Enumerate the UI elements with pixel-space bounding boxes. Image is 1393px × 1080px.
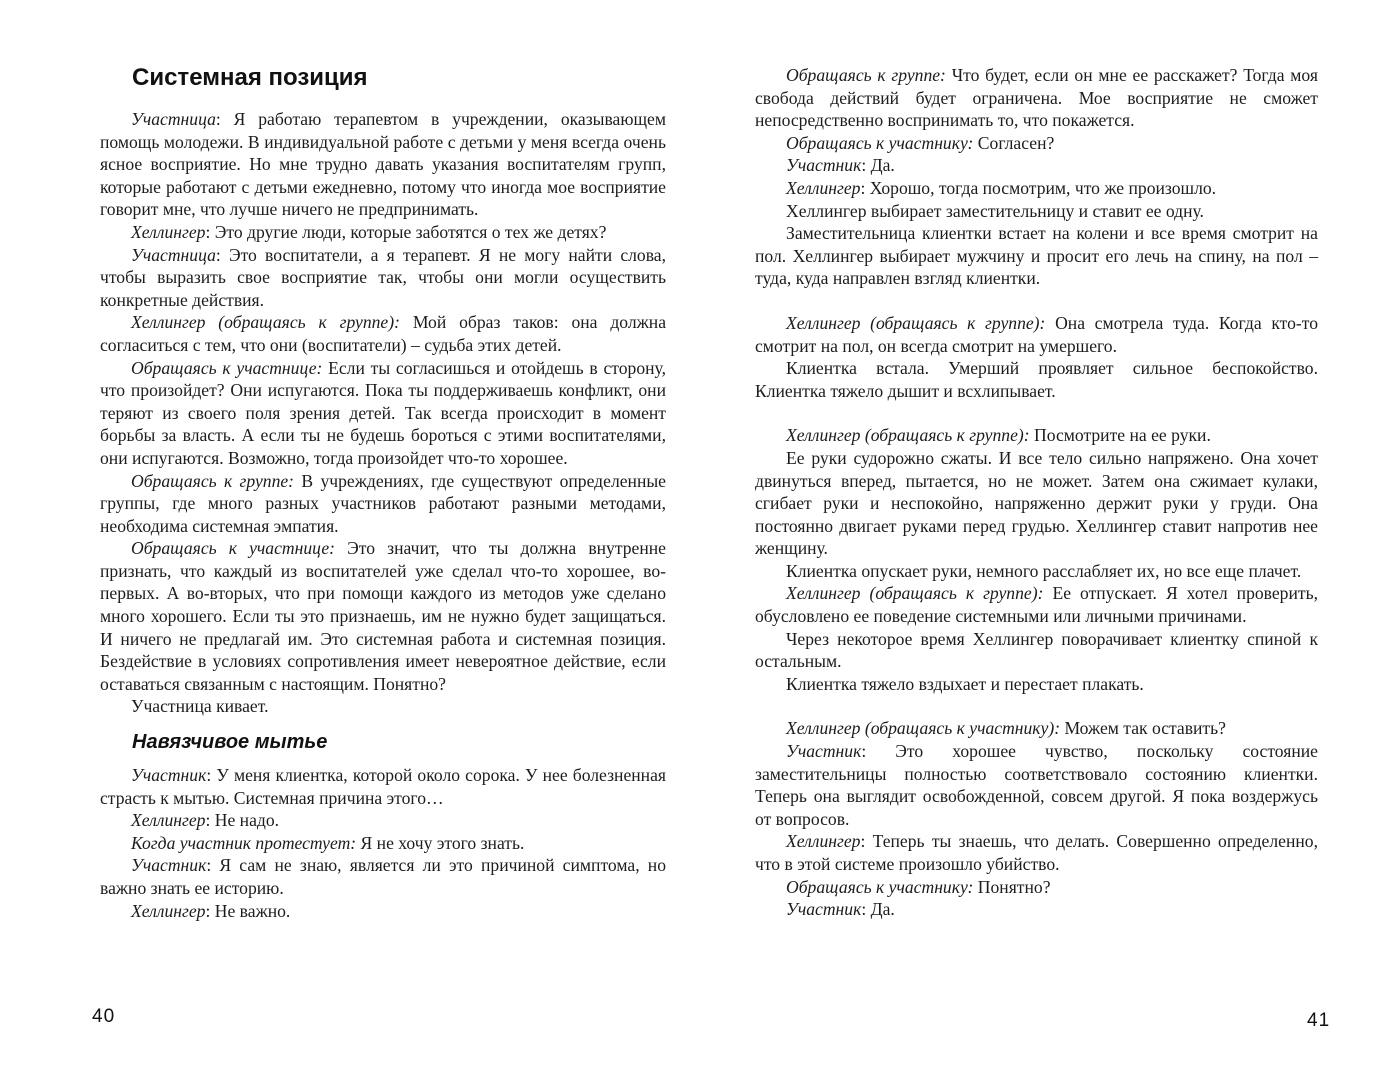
- paragraph: [755, 876, 1318, 899]
- paragraph: Участник: Я сам не знаю, является ли это причиной симптома, но важно знать ее историю.: [100, 855, 666, 898]
- paragraph: Участник: Да.: [786, 899, 895, 920]
- paragraph-text: В учреждениях, где существуют определенные группы, где много разных участников работают разными методами, необходима системная эмпатия.: [100, 470, 666, 536]
- speaker-label: Обращаясь к участнику:: [786, 132, 974, 153]
- speaker-label: Обращаясь к участнице:: [131, 357, 323, 378]
- paragraph-text: Она смотрела туда. Когда кто-то смотрит на пол, он всегда смотрит на умершего.: [755, 312, 1318, 356]
- speaker-label: Обращаясь к группе:: [786, 65, 946, 85]
- paragraph: [100, 357, 666, 470]
- left-page-text-column: [100, 62, 666, 922]
- paragraph: [755, 628, 1318, 673]
- paragraph: Хеллингер: Не надо.: [131, 810, 280, 831]
- speaker-label: Участница: [131, 244, 216, 265]
- paragraph: Участник: У меня клиентка, которой около сорока. У нее болезненная страсть к мытью. Системная причина этого…: [100, 765, 666, 808]
- paragraph-text: Посмотрите на ее руки.: [1034, 425, 1211, 446]
- right-page: [696, 0, 1393, 1080]
- paragraph: [755, 64, 1318, 132]
- speaker-label: Хеллингер: [131, 900, 206, 921]
- paragraph-text: Хорошо, тогда посмотрим, что же произошло.: [869, 177, 1217, 198]
- paragraph-text: Хеллингер выбирает заместительницу и ставит ее одну.: [786, 200, 1204, 221]
- paragraph-text: Понятно?: [977, 876, 1051, 897]
- page-number: 41: [1307, 1010, 1331, 1031]
- paragraph-text: Это другие люди, которые заботятся о тех же детях?: [214, 221, 607, 242]
- paragraph: Хеллингер: Теперь ты знаешь, что делать. Совершенно определенно, что в этой системе произошло убийство.: [755, 831, 1318, 874]
- paragraph-text: Это хорошее чувство, поскольку состояние заместительницы полностью соответствовало состоянию клиентки. Теперь она выглядит освобожденной, совсем другой. Я пока воздержусь от вопросов.: [755, 741, 1318, 829]
- speaker-label: Хеллингер: [786, 177, 861, 198]
- speaker-label: Хеллингер: [786, 831, 861, 852]
- paragraph: [755, 222, 1318, 290]
- paragraph-text: Клиентка тяжело вздыхает и перестает плакать.: [786, 673, 1144, 694]
- paragraph: [100, 537, 666, 695]
- speaker-label: Участница: [131, 109, 216, 129]
- speaker-label: Обращаясь к группе:: [131, 470, 295, 491]
- paragraph: [100, 470, 666, 538]
- paragraph: Участница: Я работаю терапевтом в учреждении, оказывающем помощь молодежи. В индивидуальной работе с детьми у меня всегда очень ясное восприятие. Но мне трудно давать указания воспитателям групп, которые работают с детьми ежедневно, потому что иногда мое восприятие говорит мне, что лучше ничего не предпринимать.: [100, 109, 666, 220]
- paragraph: [100, 695, 666, 718]
- paragraph-text: Через некоторое время Хеллингер поворачивает клиентку спиной к остальным.: [755, 628, 1318, 672]
- subsection-heading: Навязчивое мытье: [132, 731, 328, 754]
- speaker-label: Хеллингер (обращаясь к группе):: [131, 312, 400, 333]
- right-page-text-column: [755, 64, 1318, 921]
- paragraph: [755, 357, 1318, 402]
- section-gap: [755, 402, 1318, 424]
- paragraph: [755, 312, 1318, 357]
- paragraph: Хеллингер: Хорошо, тогда посмотрим, что же произошло.: [786, 177, 1217, 198]
- paragraph-text: Теперь ты знаешь, что делать. Совершенно определенно, что в этой системе произошло убийство.: [755, 831, 1318, 874]
- section-gap: [755, 695, 1318, 717]
- paragraph-text: Это воспитатели, а я терапевт. Я не могу найти слова, чтобы выразить свое восприятие так, чтобы они могли осуществить конкретные действия.: [100, 244, 666, 310]
- paragraph: Участник: Это хорошее чувство, поскольку состояние заместительницы полностью соответствовало состоянию клиентки. Теперь она выглядит освобожденной, совсем другой. Я пока воздержусь от вопросов.: [755, 741, 1318, 829]
- paragraph: [755, 424, 1318, 447]
- paragraph-text: Клиентка опускает руки, немного расслабляет их, но все еще плачет.: [786, 560, 1302, 581]
- paragraph: [755, 447, 1318, 560]
- speaker-label: Хеллингер: [131, 221, 206, 242]
- paragraph-text: Заместительница клиентки встает на колени и все время смотрит на пол. Хеллингер выбирает мужчину и просит его лечь на спину, на пол – туда, куда направлен взгляд клиентки.: [755, 223, 1318, 289]
- paragraph-text: У меня клиентка, которой около сорока. У нее болезненная страсть к мытью. Системная причина этого…: [100, 765, 666, 808]
- paragraph: [100, 311, 666, 356]
- paragraph-text: Ее отпускает. Я хотел проверить, обусловлено ее поведение системными или личными причинами.: [755, 583, 1319, 627]
- speaker-label: Хеллингер (обращаясь к группе):: [786, 583, 1044, 604]
- speaker-label: Хеллингер (обращаясь к группе):: [786, 425, 1030, 446]
- paragraph-list-2: [100, 764, 666, 922]
- paragraph-text: Да.: [870, 899, 895, 920]
- paragraph-text: Если ты согласишься и отойдешь в сторону, что произойдет? Они испугаются. Пока ты поддерживаешь конфликт, они теряют из своего поля зрения детей. Так всегда происходит в момент борьбы за власть. А если ты не будешь бороться с этими воспитателями, они испугаются. Возможно, тогда произойдет что-то хорошее.: [100, 357, 666, 468]
- paragraph-text: Что будет, если он мне ее расскажет? Тогда моя свобода действий будет ограничена. Мое восприятие не сможет непосредственно воспринимать то, что покажется.: [755, 65, 1318, 131]
- speaker-label: Участник: [786, 155, 862, 176]
- speaker-label: Участник: [786, 741, 862, 762]
- speaker-label: Хеллингер (обращаясь к участнику):: [786, 718, 1061, 739]
- speaker-label: Обращаясь к участнику:: [786, 876, 974, 897]
- paragraph-text: Можем так оставить?: [1064, 718, 1226, 739]
- paragraph: [100, 832, 666, 855]
- speaker-label: Хеллингер: [131, 810, 206, 831]
- paragraph: [755, 673, 1318, 696]
- paragraph-text: Я не хочу этого знать.: [360, 832, 525, 853]
- section-gap: [755, 290, 1318, 312]
- paragraph: Участница: Это воспитатели, а я терапевт. Я не могу найти слова, чтобы выразить свое восприятие так, чтобы они могли осуществить конкретные действия.: [100, 244, 666, 310]
- paragraph: Участник: Да.: [786, 155, 895, 176]
- paragraph: [755, 132, 1318, 155]
- left-page: [0, 0, 696, 1080]
- page-number: 40: [92, 1006, 116, 1027]
- speaker-label: Когда участник протестует:: [131, 832, 357, 853]
- paragraph: [755, 717, 1318, 740]
- paragraph-text: Согласен?: [977, 132, 1055, 153]
- paragraph-text: Это значит, что ты должна внутренне признать, что каждый из воспитателей уже сделал что-то хорошее, во-первых. А во-вторых, что при помощи каждого из методов уже сделано много хорошего. Если ты это признаешь, им не нужно будет защищаться. И ничего не предлагай им. Это системная работа и системная позиция. Бездействие в условиях сопротивления имеет невероятное действие, если оставаться связанным с настоящим. Понятно?: [100, 538, 666, 694]
- paragraph-text: Я работаю терапевтом в учреждении, оказывающем помощь молодежи. В индивидуальной работе с детьми у меня всегда очень ясное восприятие. Но мне трудно давать указания воспитателям групп, которые работают с детьми ежедневно, потому что иногда мое восприятие говорит мне, что лучше ничего не предпринимать.: [100, 109, 666, 220]
- paragraph: Хеллингер: Это другие люди, которые заботятся о тех же детях?: [131, 221, 607, 242]
- speaker-label: Участник: [131, 765, 207, 786]
- paragraph-text: Клиентка встала. Умерший проявляет сильное беспокойство. Клиентка тяжело дышит и всхлипывает.: [755, 358, 1318, 401]
- paragraph-text: Не важно.: [214, 900, 291, 921]
- speaker-label: Участник: [786, 899, 862, 920]
- paragraph-list: [100, 108, 666, 718]
- paragraph: [755, 200, 1318, 223]
- speaker-label: Обращаясь к участнице:: [131, 538, 336, 559]
- paragraph-text: Не надо.: [214, 810, 280, 831]
- paragraph: Хеллингер: Не важно.: [131, 900, 291, 921]
- paragraph: [755, 582, 1318, 627]
- paragraph: [755, 560, 1318, 583]
- paragraph-text: Мой образ таков: она должна согласиться с тем, что они (воспитатели) – судьба этих детей.: [100, 312, 666, 355]
- paragraph-text: Участница кивает.: [131, 696, 269, 717]
- paragraph-text: Ее руки судорожно сжаты. И все тело сильно напряжено. Она хочет двинуться вперед, пытается, но не может. Затем она сжимает кулаки, сгибает руки и неспокойно, напряженно держит руки у груди. Она постоянно двигает руками перед грудью. Хеллингер ставит напротив нее женщину.: [755, 447, 1318, 559]
- section-heading: Системная позиция: [132, 64, 368, 91]
- speaker-label: Участник: [131, 855, 207, 876]
- speaker-label: Хеллингер (обращаясь к группе):: [786, 312, 1046, 333]
- paragraph-text: Да.: [870, 155, 895, 176]
- paragraph-text: Я сам не знаю, является ли это причиной симптома, но важно знать ее историю.: [100, 855, 666, 898]
